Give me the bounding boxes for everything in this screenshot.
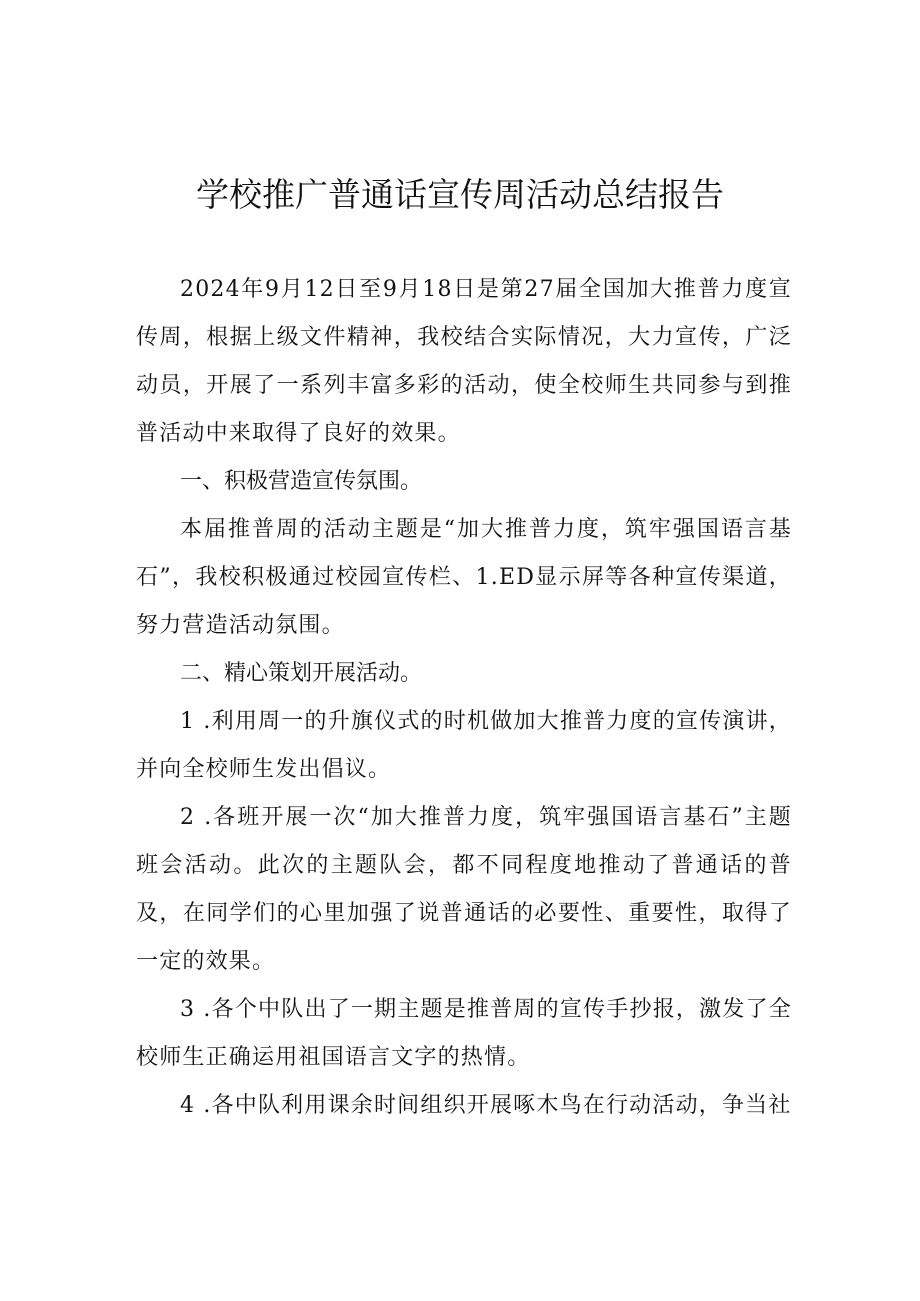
section-heading-2: 二、精心策划开展活动。 — [180, 661, 423, 686]
document-body — [136, 266, 792, 1130]
section-1-paragraph: 本届推普周的活动主题是“加大推普力度，筑牢强国语言基石”，我校积极通过校园宣传栏、1.ED显示屏等各种宣传渠道，努力营造活动氛围。 — [136, 517, 792, 638]
section-heading-1: 一、积极营造宣传氛围。 — [180, 469, 423, 494]
document-title: 学校推广普通话宣传周活动总结报告 — [196, 175, 724, 214]
list-item-1: 1 .利用周一的升旗仪式的时机做加大推普力度的宣传演讲，并向全校师生发出倡议。 — [136, 709, 792, 782]
list-item-2: 2 .各班开展一次“加大推普力度，筑牢强国语言基石”主题班会活动。此次的主题队会，都不同程度地推动了普通话的普及，在同学们的心里加强了说普通话的必要性、重要性，取得了一定的效果。 — [136, 805, 792, 974]
list-item-3: 3 .各个中队出了一期主题是推普周的宣传手抄报，激发了全校师生正确运用祖国语言文字的热情。 — [136, 997, 792, 1070]
list-item-4: 4 .各中队利用课余时间组织开展啄木鸟在行动活动，争当社 — [180, 1093, 792, 1118]
intro-paragraph: 2024年9月12日至9月18日是第27届全国加大推普力度宣传周，根据上级文件精神，我校结合实际情况，大力宣传，广泛动员，开展了一系列丰富多彩的活动，使全校师生共同参与到推普活动中来取得了良好的效果。 — [136, 277, 792, 446]
